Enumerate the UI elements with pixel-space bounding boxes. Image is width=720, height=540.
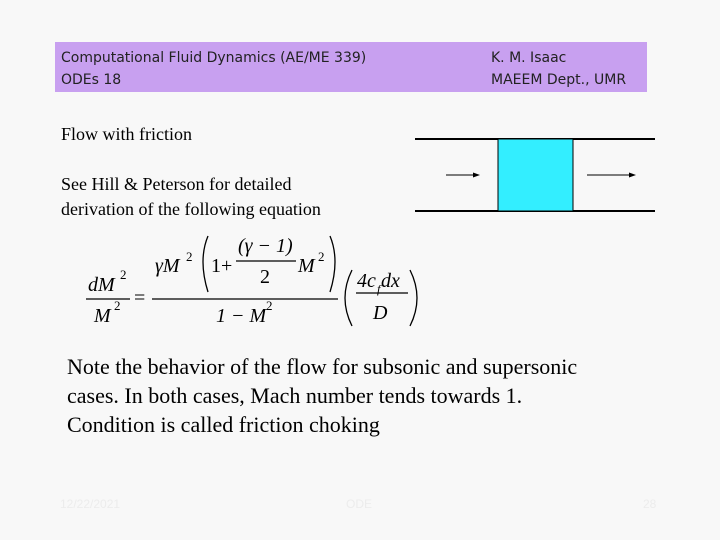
- department-name: MAEEM Dept., UMR: [491, 72, 627, 88]
- reference-line-1: See Hill & Peterson for detailed: [61, 174, 292, 194]
- eq-gamma-minus-one: (γ − 1): [238, 235, 293, 257]
- eq-one-plus: 1+: [211, 255, 233, 277]
- slide-heading: Flow with friction: [61, 124, 192, 144]
- note-line-1: Note the behavior of the flow for subsonic and supersonic: [67, 354, 578, 379]
- eq-f-subscript: f: [377, 282, 381, 296]
- page-number: 28: [643, 497, 657, 511]
- eq-exp: 2: [318, 249, 325, 264]
- note-line-2: cases. In both cases, Mach number tends towards 1.: [67, 383, 523, 408]
- eq-four-c: 4c: [357, 270, 376, 292]
- eq-lhs-denominator: M: [94, 305, 111, 327]
- eq-gamma-m: γM: [155, 255, 180, 277]
- note-text: [67, 352, 577, 439]
- eq-exp: 2: [114, 298, 121, 313]
- eq-dx: dx: [381, 270, 400, 292]
- eq-exp: 2: [120, 267, 127, 282]
- eq-denominator: 1 − M: [216, 305, 267, 327]
- eq-two: 2: [260, 266, 270, 288]
- footer-center: ODE: [346, 497, 373, 511]
- eq-equals: =: [134, 287, 146, 309]
- course-title: Computational Fluid Dynamics (AE/ME 339): [61, 50, 367, 66]
- eq-m-squared: M: [298, 255, 315, 277]
- author-name: K. M. Isaac: [491, 50, 567, 66]
- footer-date: 12/22/2021: [60, 497, 121, 511]
- topic-label: ODEs 18: [61, 72, 122, 88]
- eq-diameter: D: [373, 302, 388, 324]
- eq-lhs-numerator: dM: [88, 274, 115, 296]
- note-line-3: Condition is called friction choking: [67, 412, 380, 437]
- eq-exp: 2: [186, 249, 193, 264]
- eq-exp: 2: [266, 298, 273, 313]
- reference-line-2: derivation of the following equation: [61, 199, 321, 219]
